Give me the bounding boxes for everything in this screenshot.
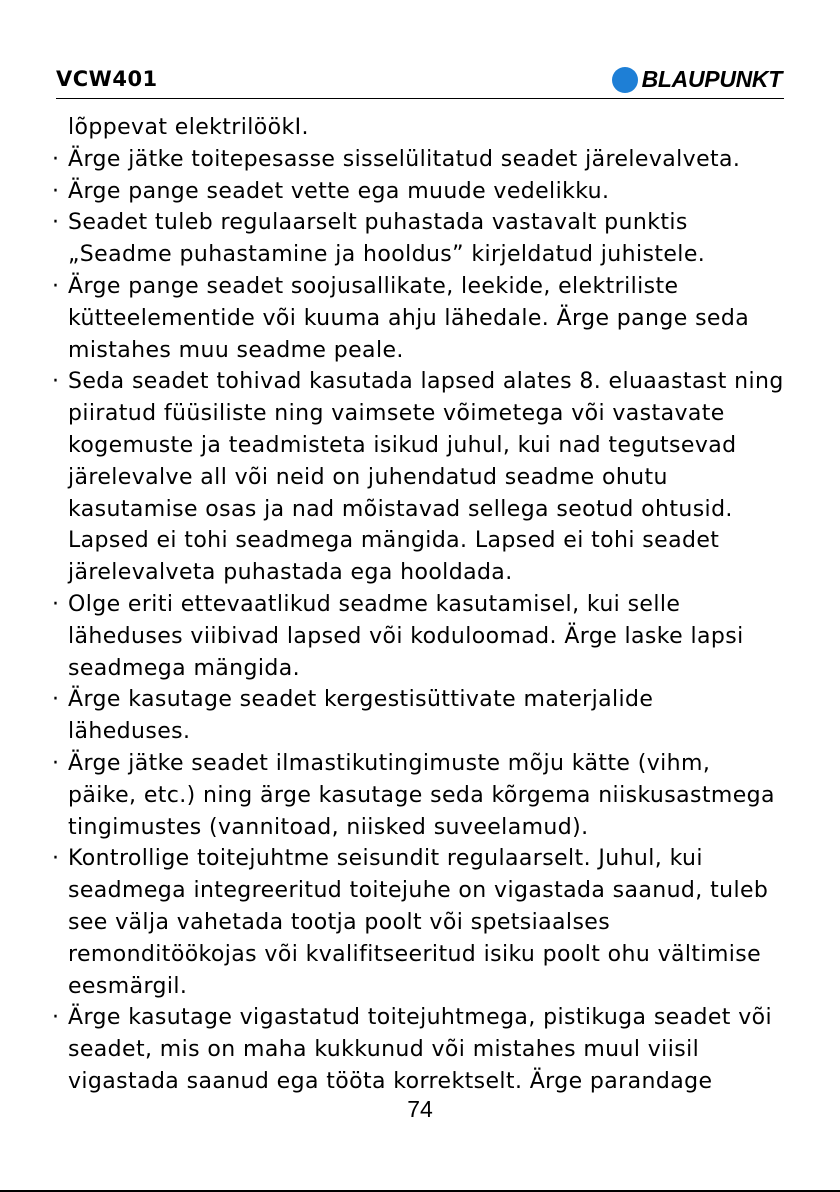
text-line: tingimustes (vannitoad, niisked suveelamud).: [68, 814, 589, 840]
text-line: seadet, mis on maha kukkunud või mistahes muul viisil: [68, 1037, 700, 1063]
text-line: kasutamise osas ja nad mõistavad sellega seotud ohtusid.: [68, 496, 733, 522]
text-line: läheduses.: [68, 719, 191, 745]
text-line: kütteelementide või kuuma ahju lähedale. Ärge pange seda: [68, 305, 750, 331]
text-line: piiratud füüsiliste ning vaimsete võimetega või vastavate: [68, 401, 725, 427]
manual-text: [52, 112, 792, 1098]
text-line: vigastada saanud ega tööta korrektselt. Ärge parandage: [68, 1068, 713, 1094]
text-line: Lapsed ei tohi seadmega mängida. Lapsed ei tohi seadet: [68, 528, 720, 554]
text-line: lõppevat elektrilöökI.: [68, 115, 309, 140]
bullet-line: · Ärge pange seadet vette ega muude vedelikku.: [52, 176, 792, 208]
text-line: kogemuste ja teadmisteta isikud juhul, kui nad tegutsevad: [68, 432, 737, 458]
page-number: 74: [407, 1096, 433, 1122]
text-line: see välja vahetada tootja poolt või spetsiaalses: [68, 909, 611, 935]
text-line: seadmega integreeritud toitejuhe on vigastada saanud, tuleb: [68, 878, 769, 904]
text-line: eesmärgil.: [68, 973, 188, 999]
text-line: järelevalve all või neid on juhendatud seadme ohutu: [68, 464, 668, 490]
text-line: päike, etc.) ning ärge kasutage seda kõrgema niiskusastmega: [68, 782, 775, 808]
text-line: seadmega mängida.: [68, 655, 301, 681]
bullet-line: · Kontrollige toitejuhtme seisundit regulaarselt. Juhul, kui: [52, 843, 792, 875]
bullet-line: · Seadet tuleb regulaarselt puhastada vastavalt punktis: [52, 207, 792, 239]
brand-name: BLAUPUNKT: [641, 66, 782, 92]
brand-logo: [612, 66, 782, 93]
bullet-line: · Ärge jätke seadet ilmastikutingimuste mõju kätte (vihm,: [52, 748, 792, 780]
bullet-line: · Ärge kasutage vigastatud toitejuhtmega, pistikuga seadet või: [52, 1002, 792, 1034]
bullet-line: · Seda seadet tohivad kasutada lapsed alates 8. eluaastast ning: [52, 366, 792, 398]
text-line: remonditöökojas või kvalifitseeritud isiku poolt ohu vältimise: [68, 941, 762, 967]
text-line: mistahes muu seadme peale.: [68, 337, 404, 363]
bullet-line: · Olge eriti ettevaatlikud seadme kasutamisel, kui selle: [52, 589, 792, 621]
bullet-line: · Ärge jätke toitepesasse sisselülitatud seadet järelevalveta.: [52, 144, 792, 176]
text-line: läheduses viibivad lapsed või koduloomad. Ärge laske lapsi: [68, 623, 744, 649]
brand-dot-icon: [612, 67, 638, 93]
bullet-line: · Ärge kasutage seadet kergestisüttivate materjalide: [52, 684, 792, 716]
text-line: „Seadme puhastamine ja hooldus” kirjeldatud juhistele.: [68, 242, 706, 268]
bullet-line: · Ärge pange seadet soojusallikate, leekide, elektriliste: [52, 271, 792, 303]
text-line: järelevalveta puhastada ega hooldada.: [68, 560, 513, 586]
model-name: VCW401: [56, 67, 158, 91]
page-header: [56, 62, 784, 99]
